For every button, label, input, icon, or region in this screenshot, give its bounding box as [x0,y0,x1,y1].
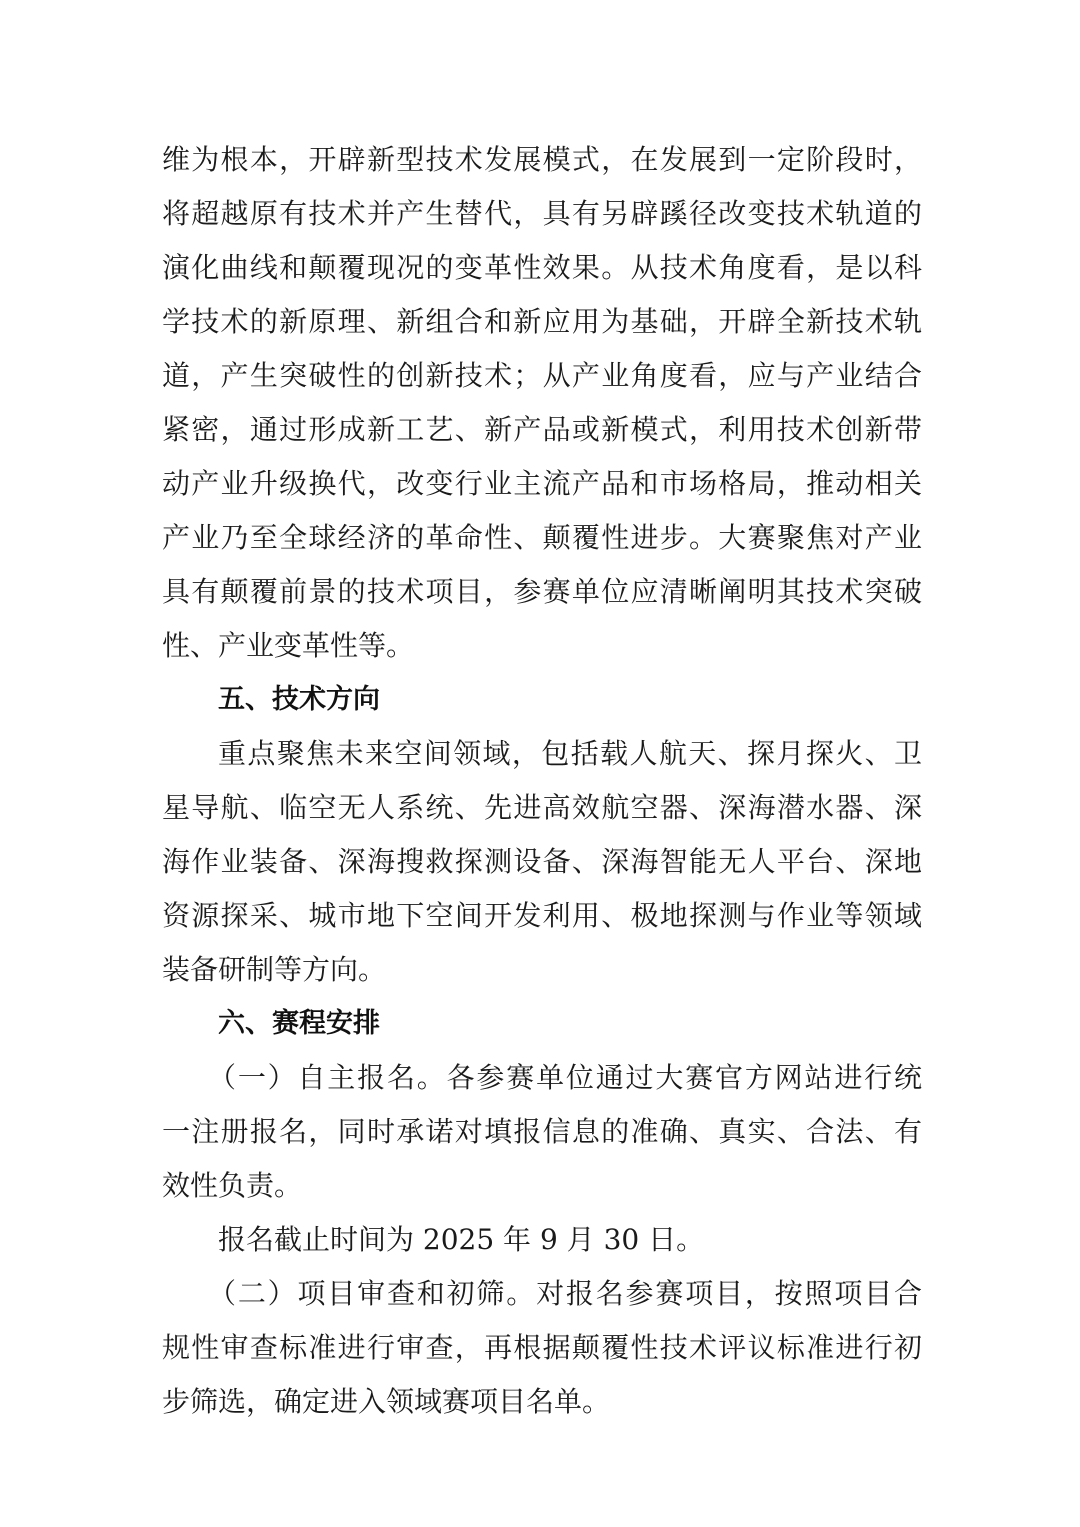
text-line: 效性负责。 [162,1169,303,1202]
text-line: 产业乃至全球经济的革命性、颠覆性进步。大赛聚焦对产业 [162,521,922,554]
text-line: 学技术的新原理、新组合和新应用为基础，开辟全新技术轨 [162,305,922,338]
text-line: 动产业升级换代，改变行业主流产品和市场格局，推动相关 [162,467,922,500]
text-line: 将超越原有技术并产生替代，具有另辟蹊径改变技术轨道的 [162,197,922,230]
section-heading-schedule: 六、赛程安排 [218,1008,380,1039]
text-line: 资源探采、城市地下空间开发利用、极地探测与作业等领域 [162,899,922,932]
text-line: 步筛选，确定进入领域赛项目名单。 [162,1385,611,1418]
text-line: 一注册报名，同时承诺对填报信息的准确、真实、合法、有 [162,1115,922,1148]
text-line: 演化曲线和颠覆现况的变革性效果。从技术角度看，是以科 [162,251,922,284]
registration-deadline: 报名截止时间为 2025 年 9 月 30 日。 [218,1223,705,1256]
text-line: 重点聚焦未来空间领域，包括载人航天、探月探火、卫 [218,737,922,770]
text-line: 性、产业变革性等。 [162,629,415,662]
text-line: 装备研制等方向。 [162,953,387,986]
text-line: （二）项目审查和初筛。对报名参赛项目，按照项目合 [208,1277,922,1310]
text-line: 维为根本，开辟新型技术发展模式，在发展到一定阶段时， [162,143,922,176]
text-line: 海作业装备、深海搜救探测设备、深海智能无人平台、深地 [162,845,922,878]
text-line: 具有颠覆前景的技术项目，参赛单位应清晰阐明其技术突破 [162,575,922,608]
section-heading-technical-direction: 五、技术方向 [218,684,380,715]
text-line: 紧密，通过形成新工艺、新产品或新模式，利用技术创新带 [162,413,922,446]
text-line: 道，产生突破性的创新技术；从产业角度看，应与产业结合 [162,359,922,392]
text-line: 星导航、临空无人系统、先进高效航空器、深海潜水器、深 [162,791,922,824]
text-line: （一）自主报名。各参赛单位通过大赛官方网站进行统 [208,1061,922,1094]
text-line: 规性审查标准进行审查，再根据颠覆性技术评议标准进行初 [162,1331,922,1364]
